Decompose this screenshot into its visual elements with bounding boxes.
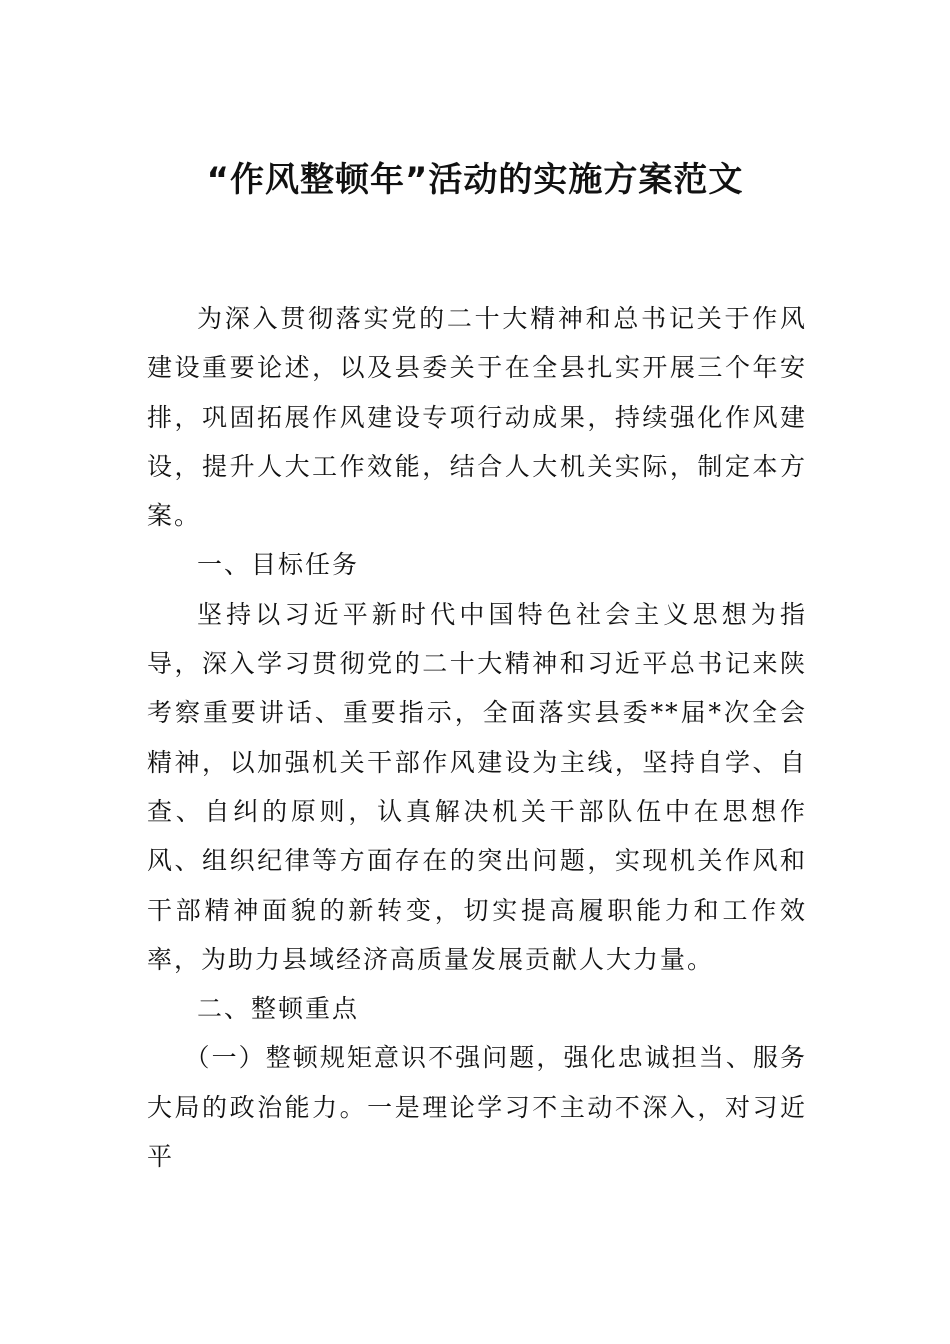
section-heading-focus: 二、整顿重点 xyxy=(197,994,360,1024)
goals-paragraph: 坚持以习近平新时代中国特色社会主义思想为指导，深入学习贯彻党的二十大精神和习近平总书记来陕考察重要讲话、重要指示，全面落实县委**届*次全会精神，以加强机关干部作风建设为主线，坚持自学、自查、自纠的原则，认真解决机关干部队伍中在思想作风、组织纪律等方面存在的突出问题，实现机关作风和干部精神面貌的新转变，切实提高履职能力和工作效率，为助力县域经济高质量发展贡献人大力量。 xyxy=(147,599,807,974)
focus-item-1-paragraph: （一）整顿规矩意识不强问题，强化忠诚担当、服务大局的政治能力。一是理论学习不主动不深入，对习近平 xyxy=(147,1043,807,1172)
document-body xyxy=(147,294,807,1181)
intro-paragraph: 为深入贯彻落实党的二十大精神和总书记关于作风建设重要论述，以及县委关于在全县扎实开展三个年安排，巩固拓展作风建设专项行动成果，持续强化作风建设，提升人大工作效能，结合人大机关实际，制定本方案。 xyxy=(147,304,807,531)
document-title: “作风整顿年”活动的实施方案范文 xyxy=(206,160,744,200)
section-heading-goals: 一、目标任务 xyxy=(197,550,360,580)
